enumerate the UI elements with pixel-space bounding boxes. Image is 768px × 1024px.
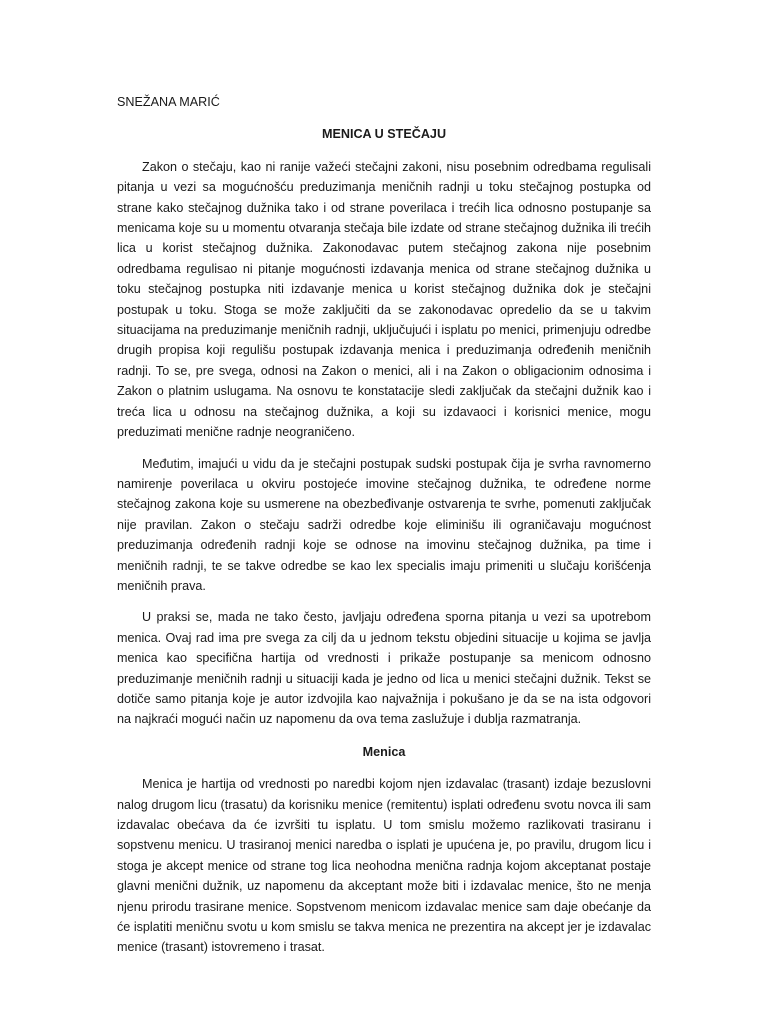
paragraph-2: Međutim, imajući u vidu da je stečajni postupak sudski postupak čija je svrha ravnomerno namirenje poverilaca u okviru postojeće imovine stečajnog dužnika, te određene norme stečajnog zakona koje su usmerene na obezbeđivanje ostvarenja te svrhe, pomenuti zaključak nije pravilan. Zakon o stečaju sadrži odredbe koje eliminišu ili ograničavaju mogućnost preduzimanja određenih radnji koje se odnose na imovinu stečajnog dužnika, pa time i meničnih radnji, te se takve odredbe se kao lex specialis imaju primeniti u slučaju korišćenja meničnih prava. [117,456,651,593]
author-name: SNEŽANA MARIĆ [117,95,220,109]
document-page [117,92,651,969]
document-title: MENICA U STEČAJU [321,127,447,142]
paragraph-1: Zakon o stečaju, kao ni ranije važeći stečajni zakoni, nisu posebnim odredbama regulisali pitanja u vezi sa mogućnošću preduzimanja meničnih radnji u toku stečajnog postupka od strane kako stečajnog dužnika tako i od strane poverilaca i trećih lica odnosno postupanje sa menicama koje su u momentu otvaranja stečaja bile izdate od strane stečajnog dužnika ili trećih lica u korist stečajnog dužnika. Zakonodavac putem stečajnog zakona nije posebnim odredbama regulisao ni pitanje mogućnosti izdavanja menica od strane stečajnog dužnika u toku stečajnog postupka niti izdavanje menica u korist stečajnog dužnika dok je stečajni postupak u toku. Stoga se može zaključiti da se zakonodavac opredelio da se u takvim situacijama na preduzimanje meničnih radnji, uključujući i isplatu po menici, primenjuju odredbe drugih propisa koji regulišu postupak izdavanja menica i preduzimanja određenih meničnih radnji. To se, pre svega, odnosi na Zakon o menici, ali i na Zakon o obligacionim odnosima i Zakon o platnim uslugama. Na osnovu te konstatacije sledi zaključak da stečajni dužnik kao i treća lica u odnosu na stečajnog dužnika, a koji su izdavaoci i korisnici menice, mogu preduzimati menične radnje neograničeno. [117,159,651,440]
section-heading: Menica [362,744,406,759]
section-paragraph-1: Menica je hartija od vrednosti po naredbi kojom njen izdavalac (trasant) izdaje bezuslovni nalog drugom licu (trasatu) da korisniku menice (remitentu) isplati određenu svotu novca ili sam izdavalac obećava da će izvršiti tu isplatu. U tom smislu možemo razlikovati trasiranu i sopstvenu menicu. U trasiranoj menici naredba o isplati je upućena je, po pravilu, drugom licu i stoga je akcept menice od strane tog lica neohodna menična radnja kojom akceptanat postaje glavni menični dužnik, uz napomenu da akceptant može biti i izdavalac menice, što ne menja njenu prirodu trasirane menice. Sopstvenom menicom izdavalac menice sam daje obećanje da će isplatiti meničnu svotu u kom smislu se takva menica ne prezentira na akcept jer je izdavalac menice (trasant) istovremeno i trasat. [117,777,651,955]
paragraph-3: U praksi se, mada ne tako često, javljaju određena sporna pitanja u vezi sa upotrebom menica. Ovaj rad ima pre svega za cilj da u jednom tekstu objedini situacije u kojima se javlja menica kao specifična hartija od vrednosti i prikaže postupanje sa menicom odnosno preduzimanje meničnih radnji u situaciji kada je jedno od lica u menici stečajni dužnik. Tekst se dotiče samo pitanja koje je autor izdvojila kao najvažnija i pokušano je da se na ista odgovori na najkraći mogući način uz napomenu da ova tema zaslužuje i dublja razmatranja. [117,610,651,727]
